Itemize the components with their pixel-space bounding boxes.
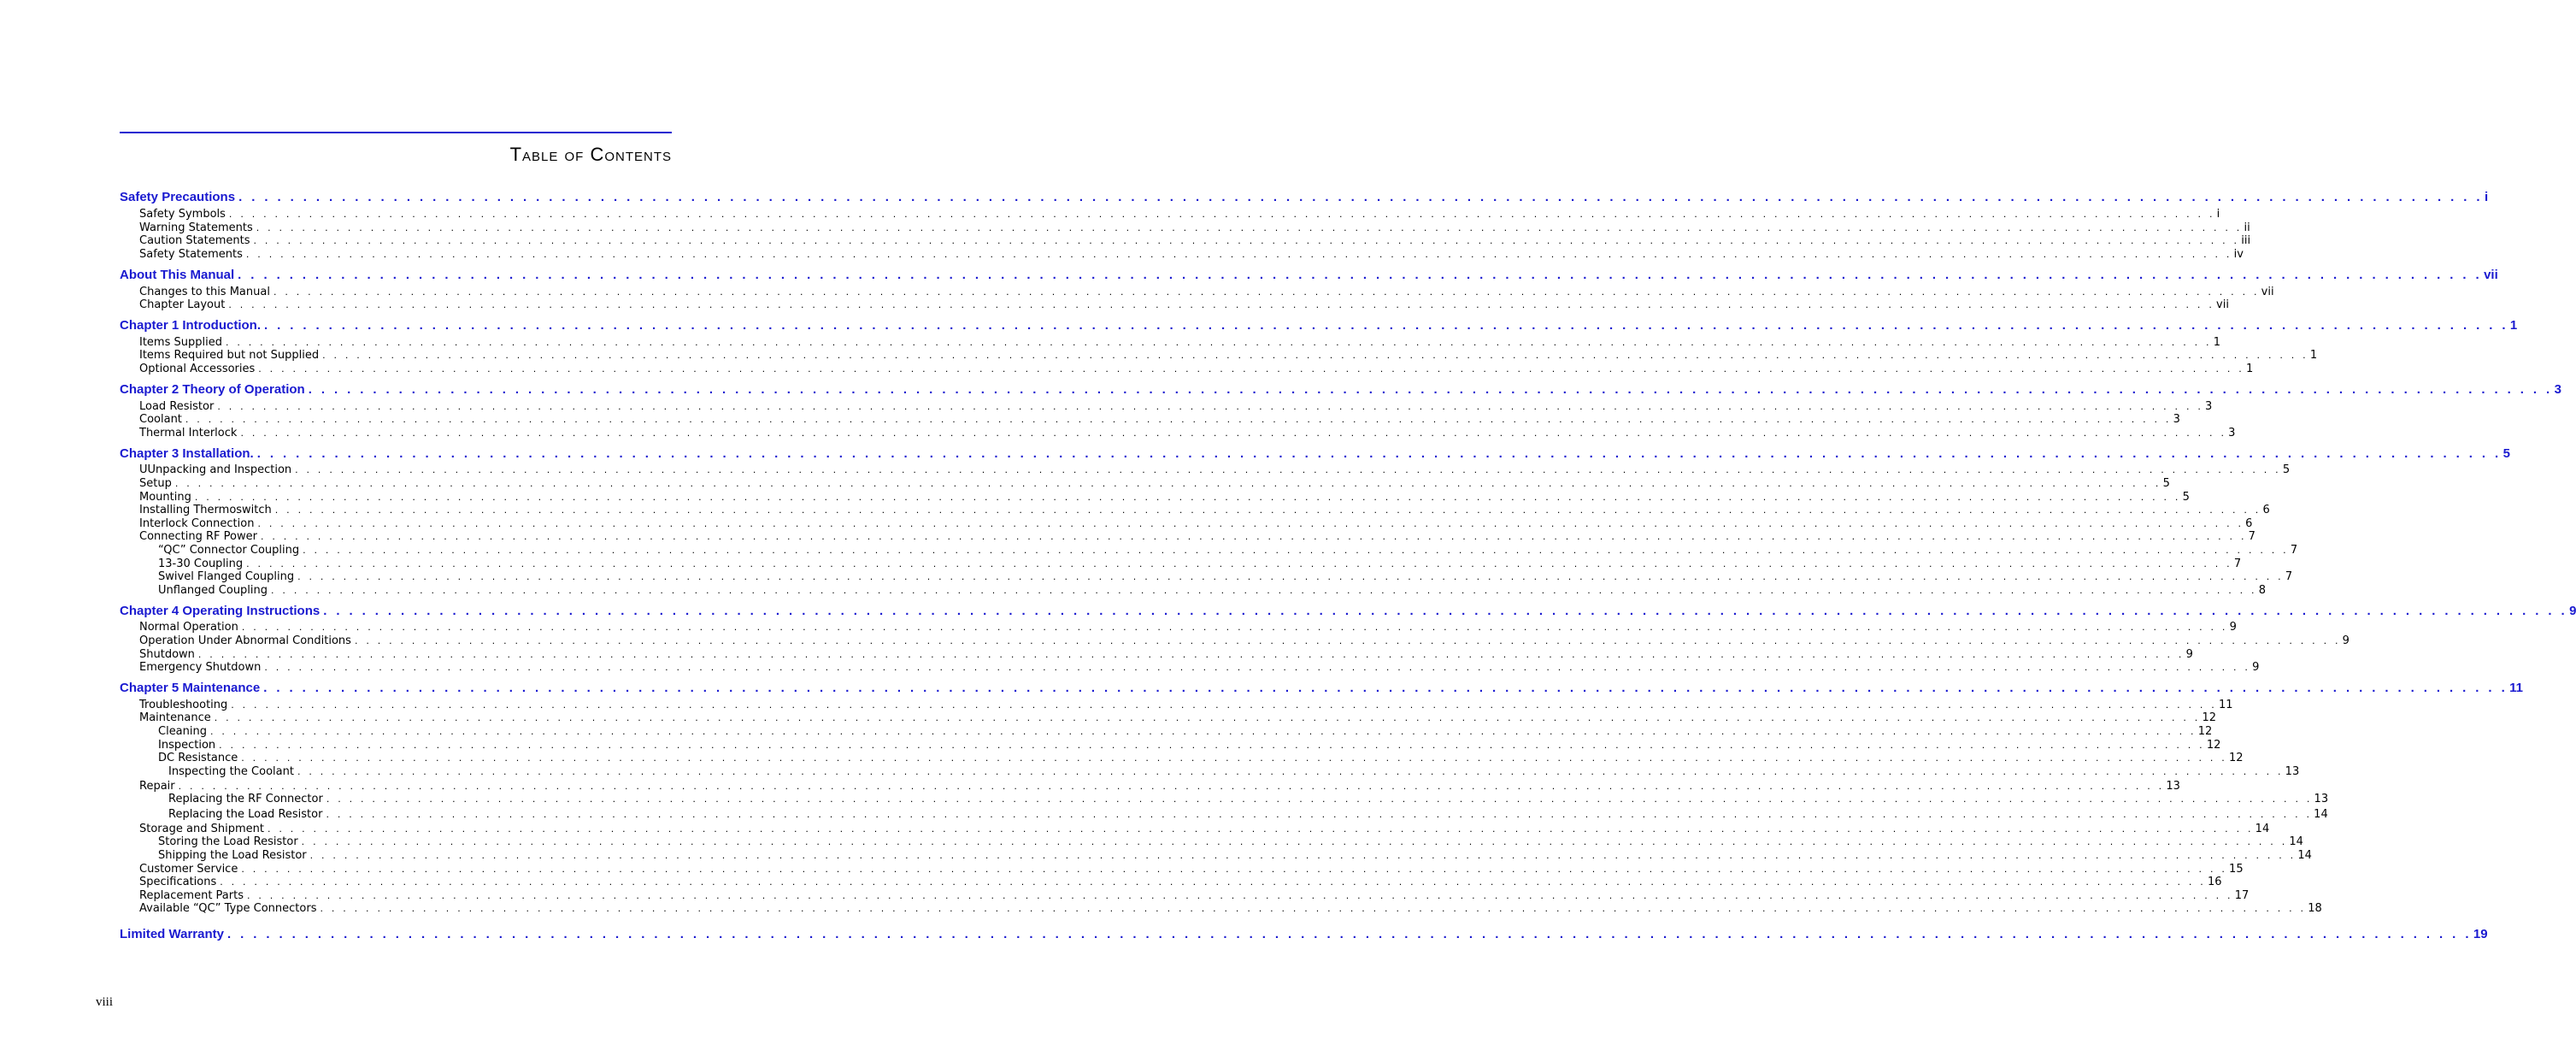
toc-entry-page: 14 bbox=[2314, 808, 2328, 821]
toc-entry[interactable] bbox=[0, 889, 2250, 903]
toc-entry-label: Installing Thermoswitch bbox=[139, 504, 272, 516]
toc-entry-page: 3 bbox=[2205, 400, 2213, 413]
toc-entry-page: 11 bbox=[2509, 681, 2523, 695]
dot-leader bbox=[295, 464, 2283, 475]
toc-entry-page: 9 bbox=[2229, 621, 2237, 634]
toc-entry-label: Changes to this Manual bbox=[139, 286, 270, 298]
toc-entry[interactable] bbox=[0, 711, 2216, 725]
toc-entry-page: 3 bbox=[2228, 427, 2236, 440]
toc-entry[interactable] bbox=[0, 634, 2350, 648]
toc-entry-page: 14 bbox=[2255, 823, 2270, 835]
toc-entry-page: 1 bbox=[2213, 336, 2220, 349]
dot-leader bbox=[273, 286, 2261, 298]
toc-entry-label: Storage and Shipment bbox=[139, 823, 264, 835]
toc-chapter-entry[interactable] bbox=[0, 190, 2489, 207]
toc-entry-label: Repair bbox=[139, 780, 175, 793]
toc-entry[interactable] bbox=[0, 248, 2244, 262]
toc-entry-page: 1 bbox=[2246, 363, 2254, 375]
dot-leader bbox=[246, 558, 2234, 569]
dot-leader bbox=[247, 890, 2235, 901]
toc-entry-label: Chapter 3 Installation. bbox=[120, 446, 254, 461]
toc-entry-label: Items Required but not Supplied bbox=[139, 349, 320, 362]
toc-entry-label: Shutdown bbox=[139, 648, 195, 661]
toc-entry-label: Optional Accessories bbox=[139, 363, 256, 375]
toc-entry-label: Interlock Connection bbox=[139, 517, 255, 530]
dot-leader bbox=[322, 350, 2310, 361]
toc-chapter-entry[interactable] bbox=[0, 927, 2488, 944]
toc-entry[interactable] bbox=[0, 349, 2318, 363]
toc-entry-page: 9 bbox=[2569, 604, 2576, 618]
toc-entry[interactable] bbox=[0, 463, 2291, 477]
page-title: Table of Contents bbox=[509, 144, 672, 165]
toc-entry-label: Cleaning bbox=[158, 725, 207, 738]
toc-entry[interactable] bbox=[0, 808, 2328, 822]
dot-leader bbox=[303, 545, 2291, 556]
toc-entry-page: 19 bbox=[2473, 927, 2488, 941]
toc-entry[interactable] bbox=[0, 336, 2220, 350]
toc-entry-label: 13-30 Coupling bbox=[158, 557, 244, 570]
toc-entry[interactable] bbox=[0, 234, 2251, 248]
toc-entry-label: Available “QC” Type Connectors bbox=[139, 902, 317, 915]
toc-entry-label: Replacement Parts bbox=[139, 889, 244, 902]
toc-entry-label: Safety Statements bbox=[139, 248, 243, 261]
dot-leader bbox=[175, 478, 2163, 489]
dot-leader bbox=[263, 681, 2509, 695]
dot-leader bbox=[310, 850, 2298, 861]
toc-entry-page: 18 bbox=[2308, 902, 2322, 915]
toc-entry-page: 3 bbox=[2173, 413, 2180, 426]
toc-entry-page: 5 bbox=[2182, 491, 2190, 504]
toc-entry[interactable] bbox=[0, 570, 2293, 584]
toc-entry-label: Setup bbox=[139, 477, 172, 490]
toc-entry-label: About This Manual bbox=[120, 268, 235, 282]
toc-entry-page: 11 bbox=[2218, 699, 2233, 711]
toc-entry[interactable] bbox=[0, 517, 2253, 531]
dot-leader bbox=[242, 622, 2230, 633]
toc-entry-label: Troubleshooting bbox=[139, 699, 228, 711]
dot-leader bbox=[323, 604, 2569, 618]
toc-entry-page: i bbox=[2216, 208, 2220, 221]
dot-leader bbox=[215, 712, 2203, 723]
toc-entry[interactable] bbox=[0, 530, 2255, 544]
toc-entry-label: Warning Statements bbox=[139, 221, 253, 234]
toc-entry[interactable] bbox=[0, 477, 2170, 491]
toc-entry-label: Limited Warranty bbox=[120, 927, 224, 941]
dot-leader bbox=[264, 318, 2510, 333]
dot-leader bbox=[302, 836, 2290, 847]
dot-leader bbox=[271, 585, 2259, 596]
toc-entry-label: Thermal Interlock bbox=[139, 427, 238, 440]
dot-leader bbox=[320, 903, 2308, 914]
toc-entry-label: Caution Statements bbox=[139, 234, 250, 247]
toc-entry-label: Items Supplied bbox=[139, 336, 222, 349]
dot-leader bbox=[217, 401, 2205, 412]
toc-entry[interactable] bbox=[0, 835, 2303, 849]
dot-leader bbox=[309, 382, 2555, 397]
dot-leader bbox=[254, 235, 2242, 246]
toc-entry[interactable] bbox=[0, 298, 2229, 312]
toc-entry-label: Connecting RF Power bbox=[139, 530, 257, 543]
toc-entry-page: ii bbox=[2244, 221, 2250, 234]
toc-chapter-entry[interactable] bbox=[0, 604, 2576, 621]
toc-entry-page: 13 bbox=[2285, 765, 2300, 778]
toc-entry-page: 6 bbox=[2245, 517, 2253, 530]
toc-entry-label: Maintenance bbox=[139, 711, 211, 724]
toc-entry-page: 17 bbox=[2234, 889, 2250, 902]
toc-entry[interactable] bbox=[0, 208, 2220, 221]
toc-entry-page: 5 bbox=[2502, 446, 2510, 461]
toc-entry-label: Specifications bbox=[139, 876, 217, 888]
toc-entry[interactable] bbox=[0, 739, 2221, 752]
dot-leader bbox=[238, 190, 2485, 204]
toc-entry-page: 7 bbox=[2233, 557, 2242, 570]
dot-leader bbox=[195, 492, 2183, 503]
toc-entry-page: vii bbox=[2261, 286, 2274, 298]
dot-leader bbox=[297, 571, 2285, 582]
toc-entry-label: Chapter 1 Introduction. bbox=[120, 318, 261, 333]
dot-leader bbox=[258, 363, 2246, 375]
toc-entry-label: Chapter 2 Theory of Operation bbox=[120, 382, 305, 397]
toc-entry[interactable] bbox=[0, 661, 2260, 675]
toc-entry-label: Swivel Flanged Coupling bbox=[158, 570, 295, 583]
dot-leader bbox=[261, 531, 2249, 542]
dot-leader bbox=[257, 446, 2503, 461]
dot-leader bbox=[256, 222, 2244, 233]
toc-entry-page: 15 bbox=[2229, 863, 2244, 876]
toc-entry-page: 5 bbox=[2162, 477, 2170, 490]
toc-entry[interactable] bbox=[0, 765, 2300, 779]
toc-entry[interactable] bbox=[0, 849, 2312, 863]
page-number: viii bbox=[96, 995, 114, 1009]
dot-leader bbox=[238, 268, 2484, 282]
toc-entry-page: 14 bbox=[2289, 835, 2303, 848]
toc-chapter-entry[interactable] bbox=[0, 446, 2510, 463]
toc-entry[interactable] bbox=[0, 780, 2180, 793]
toc-entry-label: Chapter Layout bbox=[139, 298, 226, 311]
toc-entry-page: 12 bbox=[2197, 725, 2213, 738]
toc-entry[interactable] bbox=[0, 413, 2180, 427]
toc-chapter-entry[interactable] bbox=[0, 382, 2561, 399]
header-rule bbox=[120, 132, 672, 133]
toc-entry-page: 3 bbox=[2554, 382, 2561, 397]
toc-entry-page: 13 bbox=[2314, 793, 2329, 805]
toc-entry-label: Operation Under Abnormal Conditions bbox=[139, 634, 351, 647]
toc-entry-page: 7 bbox=[2248, 530, 2255, 543]
toc-entry-label: Inspection bbox=[158, 739, 216, 752]
toc-entry-label: Storing the Load Resistor bbox=[158, 835, 298, 848]
toc-entry-label: Replacing the RF Connector bbox=[168, 793, 323, 805]
toc-entry-page: iii bbox=[2241, 234, 2251, 247]
dot-leader bbox=[275, 504, 2263, 516]
toc-entry[interactable] bbox=[0, 648, 2193, 662]
toc-entry-label: Safety Symbols bbox=[139, 208, 226, 221]
dot-leader bbox=[228, 299, 2216, 310]
toc-entry[interactable] bbox=[0, 823, 2270, 836]
toc-entry-page: 12 bbox=[2206, 739, 2221, 752]
dot-leader bbox=[226, 337, 2214, 348]
toc-entry-label: Chapter 5 Maintenance bbox=[120, 681, 261, 695]
dot-leader bbox=[198, 649, 2186, 660]
toc-entry-page: i bbox=[2484, 190, 2489, 204]
dot-leader bbox=[241, 864, 2229, 875]
dot-leader bbox=[231, 699, 2219, 711]
toc-entry[interactable] bbox=[0, 584, 2267, 598]
toc-entry[interactable] bbox=[0, 863, 2244, 876]
toc-entry-label: Emergency Shutdown bbox=[139, 661, 262, 674]
toc-entry[interactable] bbox=[0, 544, 2298, 557]
toc-entry-page: 12 bbox=[2229, 752, 2244, 764]
toc-entry-page: 7 bbox=[2290, 544, 2298, 557]
toc-entry-label: Normal Operation bbox=[139, 621, 238, 634]
toc-entry-label: Mounting bbox=[139, 491, 191, 504]
dot-leader bbox=[227, 927, 2473, 941]
toc-entry[interactable] bbox=[0, 876, 2222, 889]
toc-chapter-entry[interactable] bbox=[0, 268, 2498, 285]
dot-leader bbox=[219, 740, 2207, 751]
toc-entry[interactable] bbox=[0, 363, 2254, 376]
dot-leader bbox=[326, 793, 2314, 805]
toc-entry-page: 7 bbox=[2285, 570, 2293, 583]
toc-entry-page: 9 bbox=[2342, 634, 2350, 647]
toc-chapter-entry[interactable] bbox=[0, 318, 2518, 335]
dot-leader bbox=[210, 726, 2198, 737]
toc-entry[interactable] bbox=[0, 793, 2329, 806]
dot-leader bbox=[297, 766, 2285, 777]
toc-entry-page: 12 bbox=[2202, 711, 2216, 724]
toc-entry-label: Customer Service bbox=[139, 863, 238, 876]
toc-entry[interactable] bbox=[0, 725, 2213, 739]
toc-entry-page: 6 bbox=[2262, 504, 2270, 516]
toc-entry[interactable] bbox=[0, 221, 2250, 235]
toc-entry-label: Shipping the Load Resistor bbox=[158, 849, 307, 862]
toc-entry[interactable] bbox=[0, 699, 2233, 712]
dot-leader bbox=[246, 249, 2234, 260]
toc-entry-page: 14 bbox=[2297, 849, 2312, 862]
dot-leader bbox=[220, 876, 2208, 888]
dot-leader bbox=[240, 428, 2228, 439]
dot-leader bbox=[179, 781, 2167, 792]
toc-entry-label: Load Resistor bbox=[139, 400, 215, 413]
dot-leader bbox=[355, 635, 2343, 646]
toc-entry-label: Chapter 4 Operating Instructions bbox=[120, 604, 321, 618]
dot-leader bbox=[241, 752, 2229, 764]
toc-entry[interactable] bbox=[0, 427, 2236, 440]
toc-entry-page: 8 bbox=[2258, 584, 2267, 597]
toc-entry[interactable] bbox=[0, 400, 2213, 414]
toc-entry-label: Inspecting the Coolant bbox=[168, 765, 294, 778]
toc-entry-label: Safety Precautions bbox=[120, 190, 236, 204]
toc-entry-page: vii bbox=[2484, 268, 2498, 282]
toc-entry-page: 13 bbox=[2166, 780, 2180, 793]
toc-entry[interactable] bbox=[0, 621, 2237, 634]
toc-entry-label: DC Resistance bbox=[158, 752, 238, 764]
toc-entry-page: 1 bbox=[2509, 318, 2518, 333]
toc-entry-label: Coolant bbox=[139, 413, 182, 426]
toc-entry-label: UUnpacking and Inspection bbox=[139, 463, 292, 476]
toc-entry-page: 9 bbox=[2185, 648, 2193, 661]
toc-entry[interactable] bbox=[0, 491, 2190, 504]
toc-entry-page: 16 bbox=[2207, 876, 2222, 888]
dot-leader bbox=[229, 209, 2217, 220]
dot-leader bbox=[268, 823, 2255, 835]
toc-entry[interactable] bbox=[0, 902, 2322, 916]
toc-entry-label: Replacing the Load Resistor bbox=[168, 808, 323, 821]
toc-entry-label: Unflanged Coupling bbox=[158, 584, 268, 597]
toc-entry-page: vii bbox=[2216, 298, 2229, 311]
dot-leader bbox=[257, 518, 2245, 529]
dot-leader bbox=[185, 414, 2173, 425]
dot-leader bbox=[326, 809, 2314, 820]
toc-entry-page: iv bbox=[2233, 248, 2244, 261]
toc-entry[interactable] bbox=[0, 557, 2242, 571]
toc-entry[interactable] bbox=[0, 286, 2274, 299]
toc-entry-label: “QC” Connector Coupling bbox=[158, 544, 300, 557]
toc-entry[interactable] bbox=[0, 504, 2270, 517]
toc-chapter-entry[interactable] bbox=[0, 681, 2523, 698]
toc-entry[interactable] bbox=[0, 752, 2244, 765]
toc-entry-page: 1 bbox=[2309, 349, 2318, 362]
toc-entry-page: 9 bbox=[2252, 661, 2260, 674]
toc-entry-page: 5 bbox=[2282, 463, 2291, 476]
dot-leader bbox=[264, 662, 2252, 673]
